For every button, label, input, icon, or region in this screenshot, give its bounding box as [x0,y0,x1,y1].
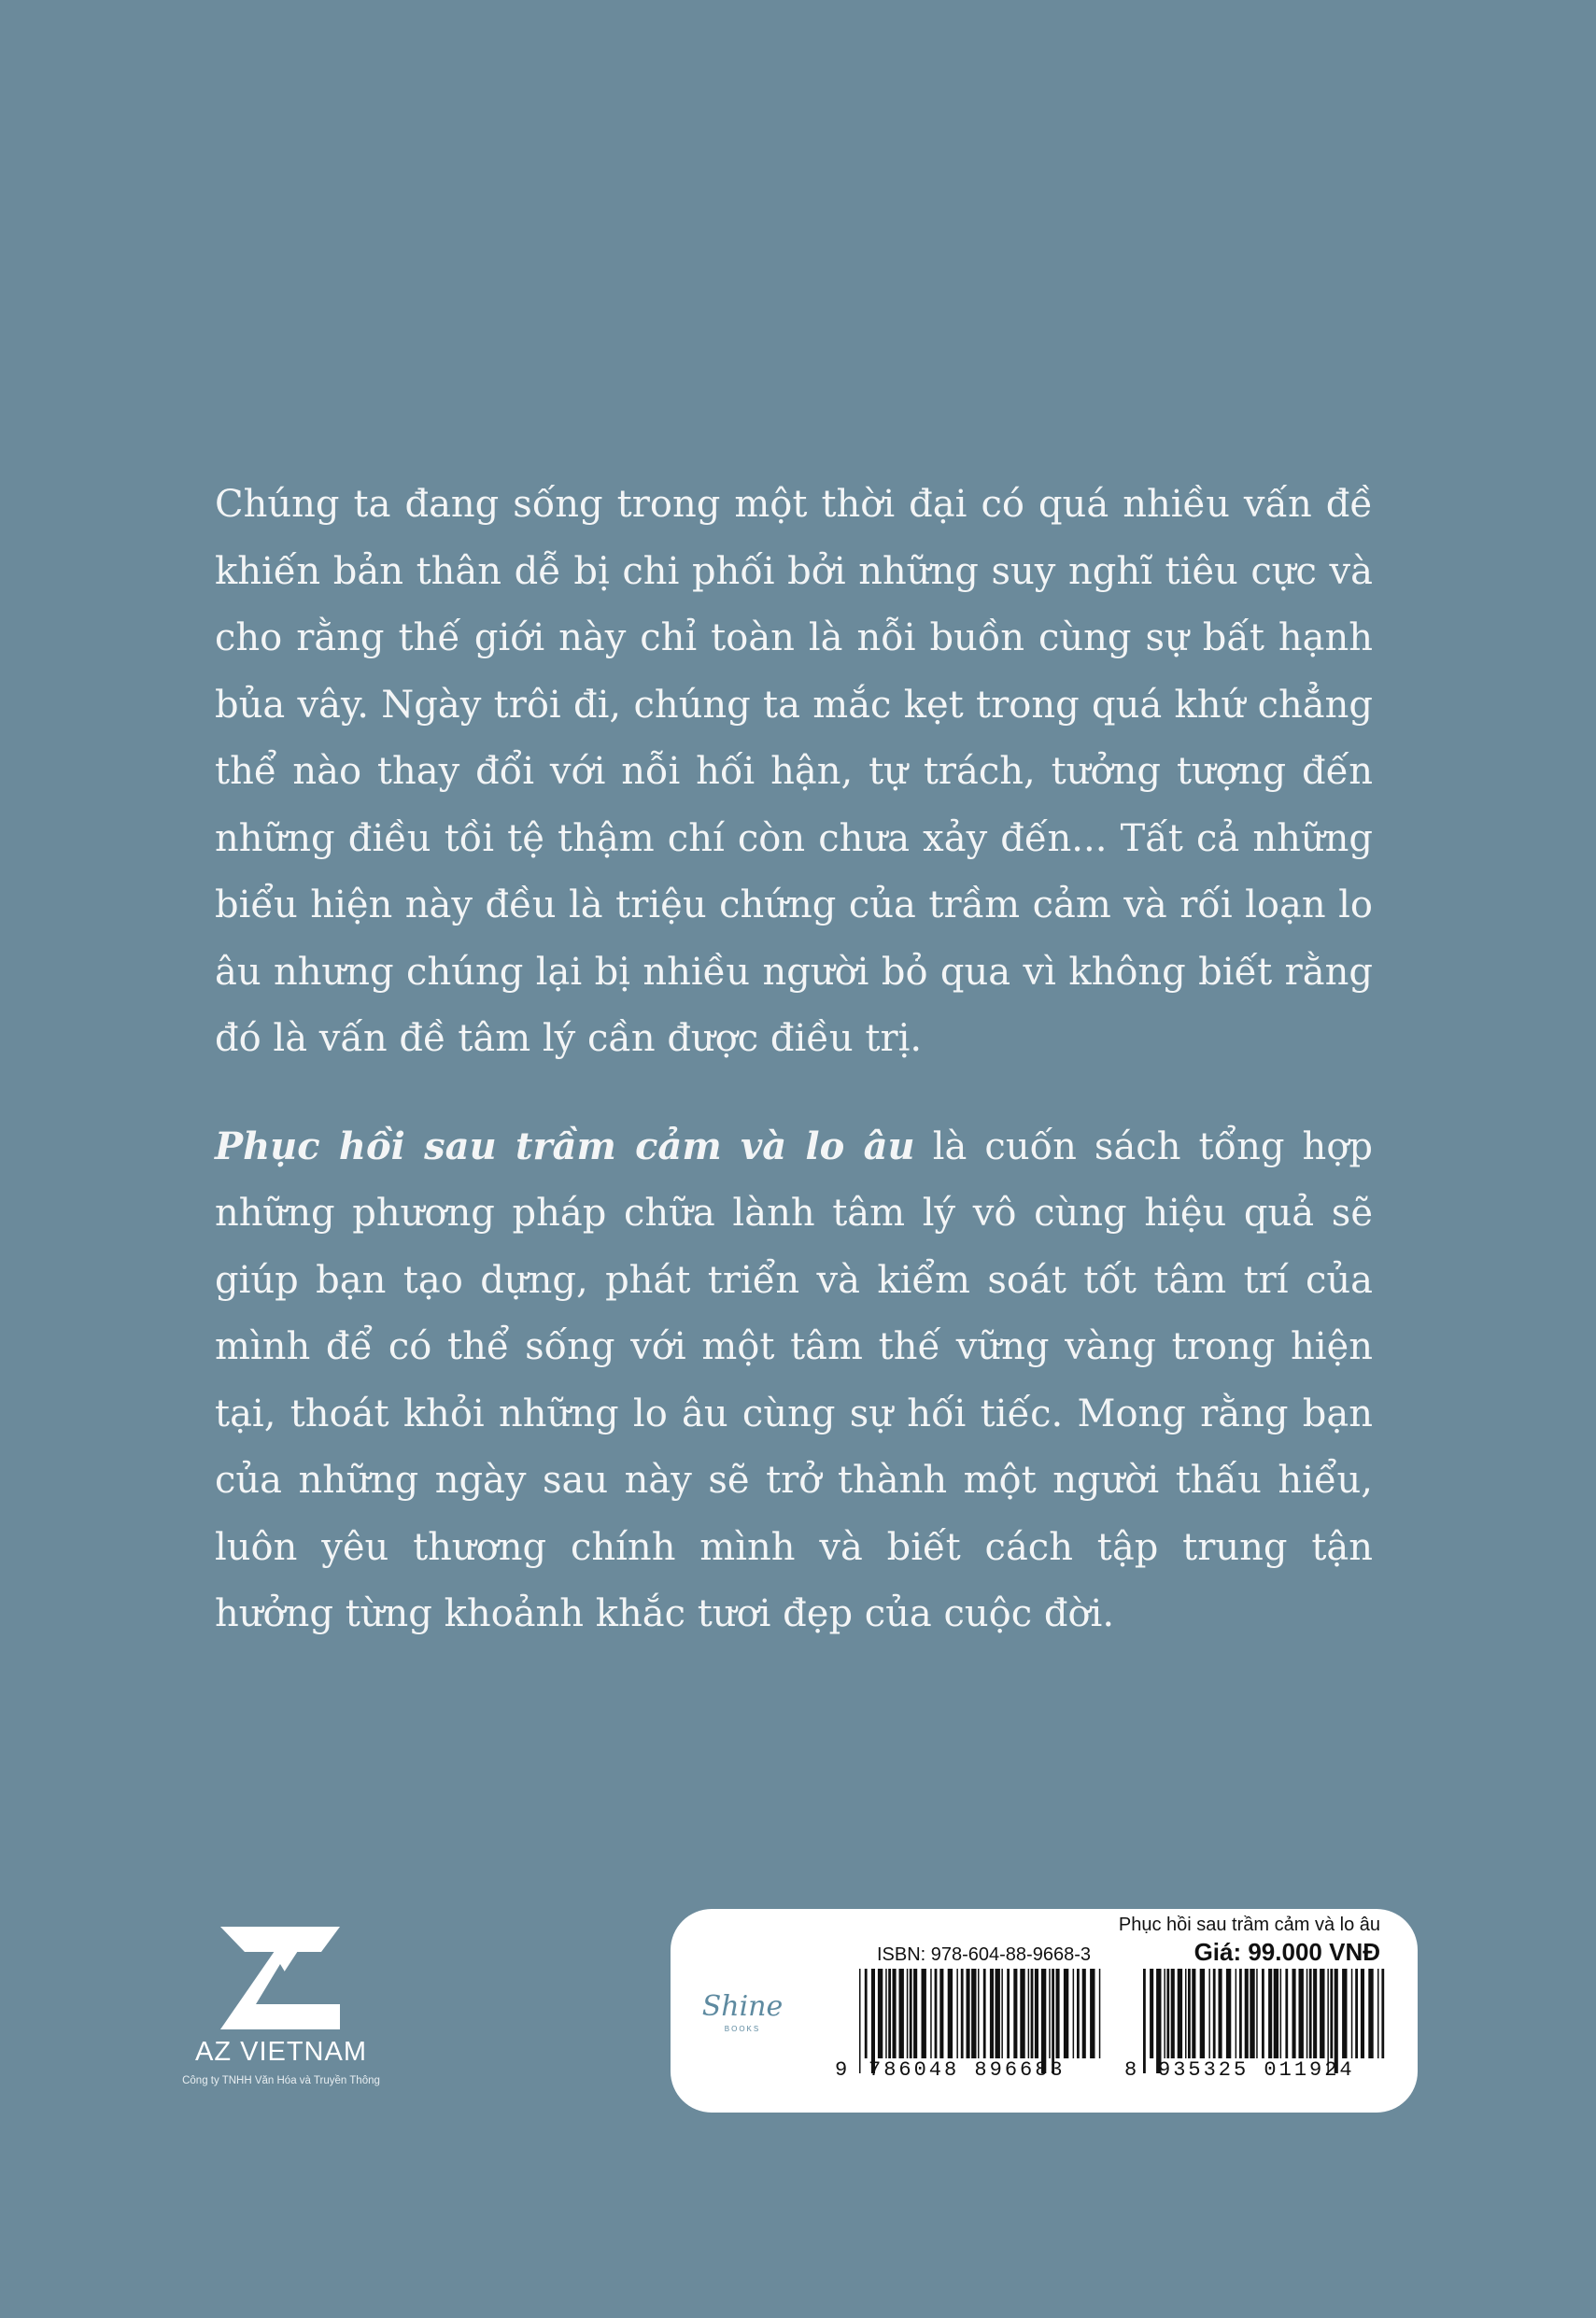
barcode-bar [935,1969,938,2058]
barcode-bar [1320,1969,1324,2058]
publisher-subtitle: Công ty TNHH Văn Hóa và Truyền Thông [182,2075,380,2086]
barcode-bar [1073,1969,1075,2058]
barcode-bar [1381,1969,1384,2058]
shine-books-logo: Shine [701,1990,784,2023]
barcode-bar [1213,1969,1216,2058]
isbn-first-digit: 9 [835,2058,851,2082]
book-title-label: Phục hồi sau trầm cảm và lo âu [1118,1915,1380,1935]
barcode-bar [878,1969,883,2058]
ean-barcode-digits: 935325 011924 [1158,2058,1355,2082]
barcode-bar [913,1969,917,2058]
barcode-bar [1285,1969,1288,2058]
barcode-bar [1219,1969,1222,2058]
barcode-bar [1188,1969,1191,2058]
barcode-bar [1250,1969,1254,2058]
barcode-bar [1150,1969,1153,2058]
barcode-bar [1028,1969,1030,2058]
az-vietnam-logo-icon [220,1927,340,2029]
barcode-bar [1178,1969,1182,2058]
barcode-bar [1171,1969,1175,2058]
barcode-bar [1313,1969,1317,2058]
barcode-bar [1368,1969,1373,2058]
barcode-bar [1239,1969,1242,2058]
barcode-bar [1262,1969,1264,2058]
barcode-bar [983,1969,986,2058]
blurb-paragraph-1: Chúng ta đang sống trong một thời đại có quá nhiều vấn đề khiến bản thân dễ bị chi phối bởi những suy nghĩ tiêu cực và cho rằng thế giới này chỉ toàn là nỗi buồn cùng sự bất hạnh bủa vây. Ngày trôi đi, chúng ta mắc kẹt trong quá khứ chẳng thể nào thay đổi với nỗi hối hận, tự trách, tưởng tượng đến những điều tồi tệ thậm chí còn chưa xảy đến... Tất cả những biểu hiện này đều là triệu chứng của trầm cảm và rối loạn lo âu nhưng chúng lại bị nhiều người bỏ qua vì không biết rằng đó là vấn đề tâm lý cần được điều trị. [215,483,1373,1060]
barcode-bar [1185,1969,1187,2058]
barcode-bar [1090,1969,1095,2058]
barcode-bar [893,1969,897,2058]
barcode-bar [1056,1969,1060,2058]
barcode-bar [1166,1969,1169,2058]
shine-books-sublabel: BOOKS [724,2025,761,2033]
barcode-bar [1035,1969,1038,2058]
barcode-panel [671,1909,1418,2113]
isbn-barcode-digits: 786048 896683 [869,2058,1066,2082]
barcode-bar [1268,1969,1272,2058]
barcode-bar [956,1969,958,2058]
barcode-bar [1143,1969,1146,2073]
barcode-bar [859,1969,861,2073]
barcode-bar [888,1969,891,2058]
barcode-bar [1377,1969,1379,2058]
barcode-bar [899,1969,904,2058]
barcode-bar [961,1969,964,2058]
barcode-bar [922,1969,926,2058]
barcode-bar [930,1969,932,2058]
blurb-paragraph-2 [215,1113,1373,1648]
blurb-book-title: Phục hồi sau trầm cảm và lo âu [215,1124,915,1168]
barcode-bar [1020,1969,1024,2058]
barcode-bar [996,1969,1000,2058]
barcode-bar [939,1969,943,2058]
barcode-bar [1299,1969,1304,2058]
barcode-bar [1049,1969,1051,2058]
barcode-bar [948,1969,953,2058]
barcode-bar [990,1969,994,2058]
barcode-bar [1274,1969,1278,2058]
barcode-bar [865,1969,868,2058]
barcode-bar [978,1969,980,2058]
barcode-bar [1208,1969,1210,2058]
barcode-bar [1001,1969,1003,2058]
barcode-bar [1007,1969,1010,2058]
barcode-bar [971,1969,976,2058]
back-cover-blurb [215,472,1373,1648]
barcode-bar [1236,1969,1237,2058]
barcode-bar [1292,1969,1296,2058]
barcode-bar [1256,1969,1258,2058]
barcode-bar [910,1969,912,2058]
barcode-bar [1342,1969,1347,2058]
barcode-bar [1330,1969,1333,2058]
barcode-bar [1031,1969,1034,2058]
barcode-bar [1200,1969,1205,2058]
ean-first-digit: 8 [1124,2058,1140,2082]
publisher-name: AZ VIETNAM [194,2037,367,2067]
barcode-bar [1082,1969,1086,2058]
barcode-bar [1306,1969,1308,2058]
barcode-bar [1226,1969,1231,2058]
isbn-label: ISBN: 978-604-88-9668-3 [876,1944,1091,1965]
barcode-bar [1351,1969,1353,2058]
barcode-bar [1099,1969,1101,2058]
barcode-bar [885,1969,887,2058]
barcode-bar [1164,1969,1165,2058]
barcode-bar [1192,1969,1195,2058]
blurb-paragraph-2-text: là cuốn sách tổng hợp những phương pháp chữa lành tâm lý vô cùng hiệu quả sẽ giúp bạn tạo dựng, phát triển và kiểm soát tốt tâm trí của mình để có thể sống với một tâm thế vững vàng trong hiện tại, thoát khỏi những lo âu cùng sự hối tiếc. Mong rằng bạn của những ngày sau này sẽ trở thành một người thấu hiểu, luôn yêu thương chính mình và biết cách tập trung tận hưởng từng khoảnh khắc tươi đẹp của cuộc đời. [215,1124,1373,1635]
barcode-bar [1013,1969,1017,2058]
barcode-bar [1280,1969,1282,2058]
barcode-bar [1355,1969,1358,2058]
price-label: Giá: 99.000 VNĐ [1193,1938,1380,1966]
barcode-bar [1077,1969,1080,2058]
barcode-bar [907,1969,909,2058]
barcode-bar [1361,1969,1364,2058]
barcode-bar [967,1969,970,2058]
barcode-bar [1309,1969,1312,2058]
barcode-bar [1245,1969,1249,2058]
barcode-bar [1064,1969,1068,2058]
